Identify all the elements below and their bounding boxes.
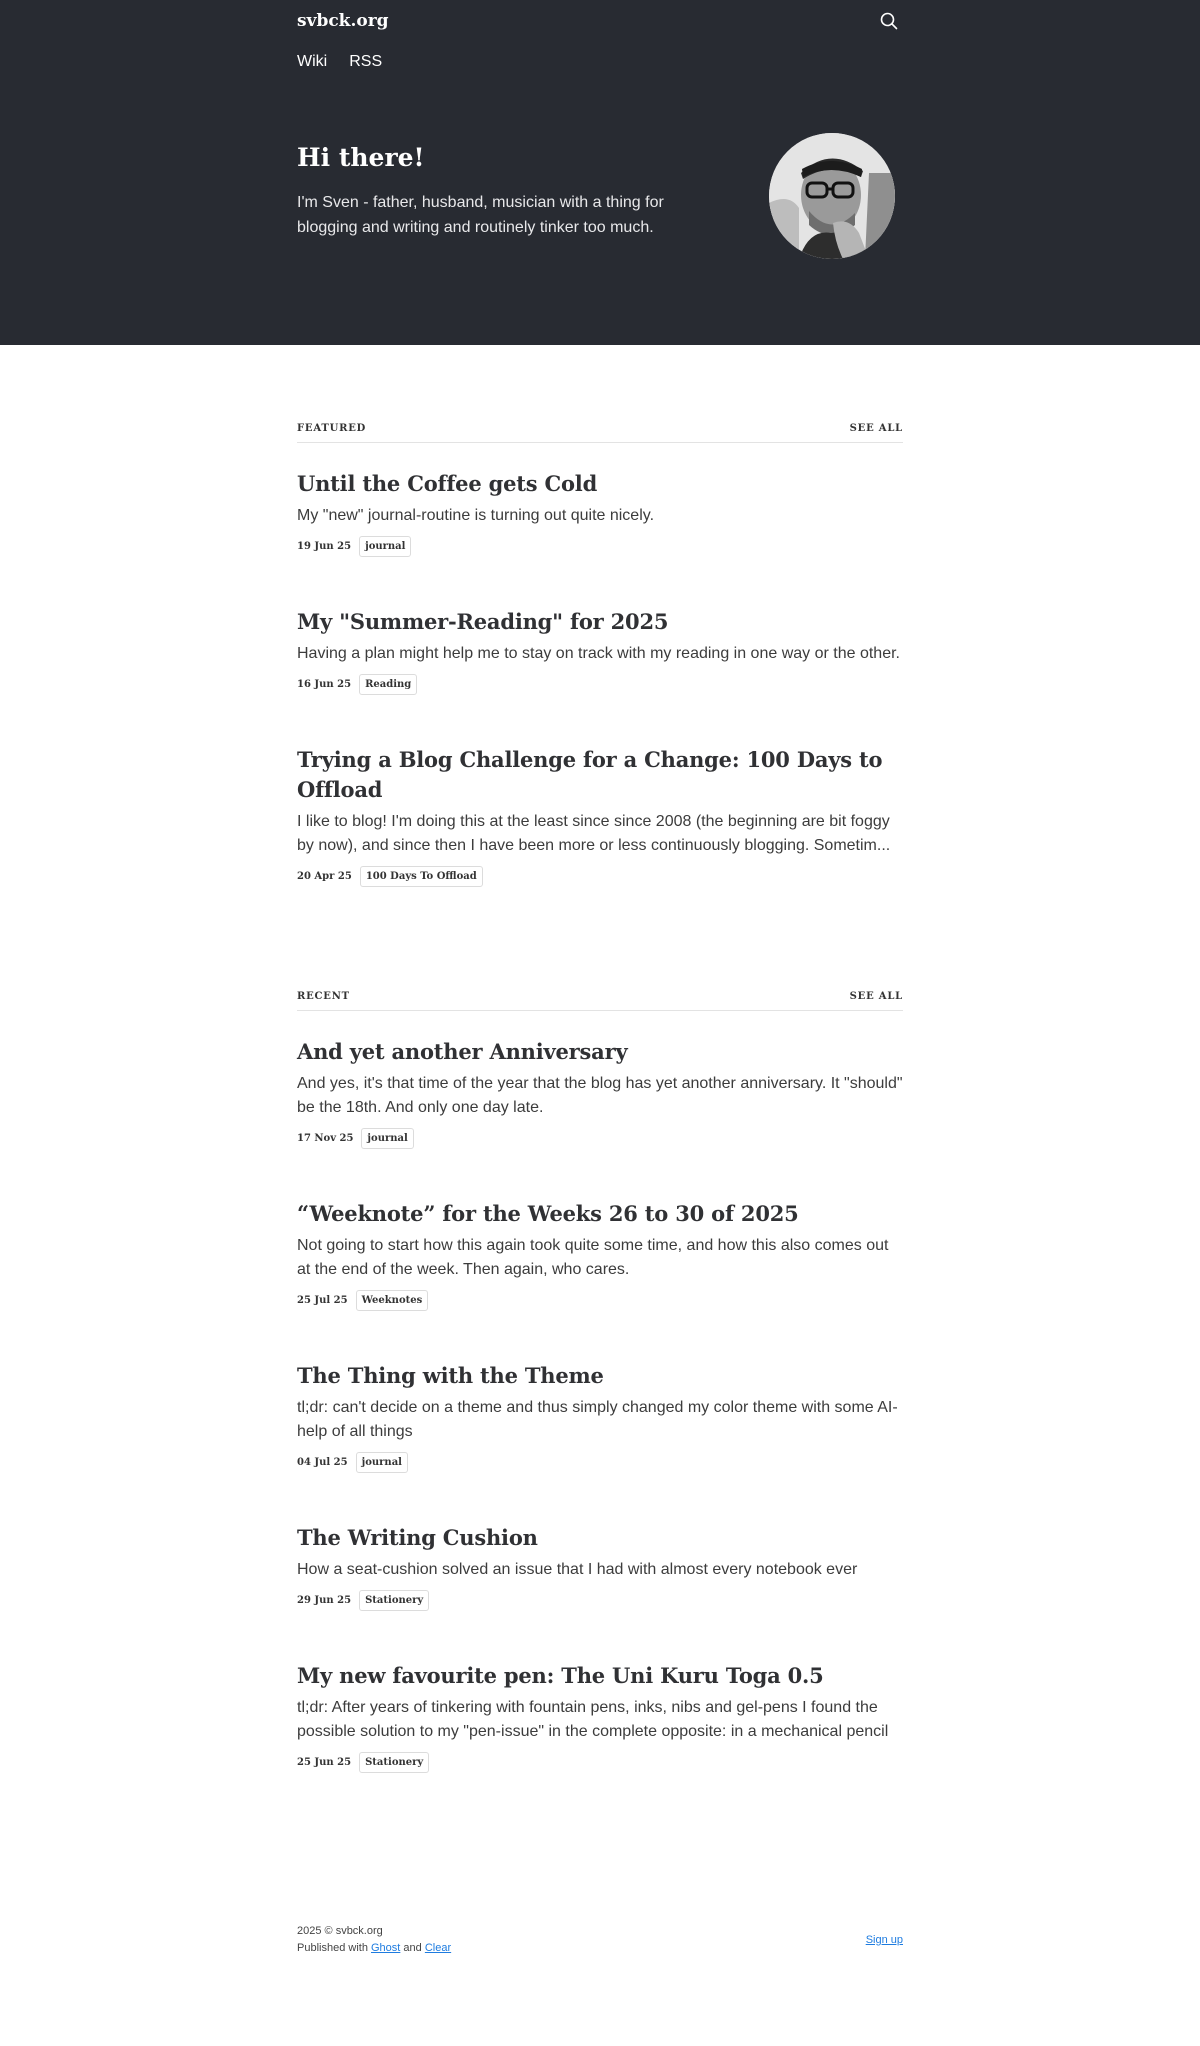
post-meta [297, 1590, 903, 1611]
post-meta [297, 536, 903, 557]
post-date: 17 Nov 25 [297, 1133, 354, 1144]
post-excerpt: I like to blog! I'm doing this at the least since since 2008 (the beginning are bit foggy by now), and since then I have been more or less continuously blogging. Sometim... [297, 813, 891, 854]
post-tag[interactable]: journal [356, 1452, 408, 1473]
post-meta [297, 1290, 903, 1311]
clear-theme-link[interactable]: Clear [424, 1942, 452, 1954]
signup-link[interactable]: Sign up [865, 1934, 903, 1946]
post-date: 19 Jun 25 [297, 541, 352, 552]
post-excerpt: How a seat-cushion solved an issue that I had with almost every notebook ever [297, 1561, 858, 1578]
post-excerpt: tl;dr: After years of tinkering with fountain pens, inks, nibs and gel-pens I found the possible solution to my "pen-issue" in the complete opposite: in a mechanical pencil [297, 1699, 889, 1740]
hero-intro [297, 143, 903, 283]
recent-see-all-link[interactable]: SEE ALL [849, 991, 903, 1002]
hero-title: Hi there! [297, 143, 425, 172]
post-date: 29 Jun 25 [297, 1595, 352, 1606]
footer-copyright: 2025 © svbck.org [297, 1925, 383, 1937]
main-nav [297, 53, 903, 71]
featured-see-all-link[interactable]: SEE ALL [849, 423, 903, 434]
post-tag[interactable]: journal [359, 536, 411, 557]
post-meta [297, 1752, 903, 1773]
post-title[interactable]: My new favourite pen: The Uni Kuru Toga 0.5 [297, 1663, 824, 1688]
post-title[interactable]: The Thing with the Theme [297, 1363, 604, 1388]
featured-section [297, 423, 903, 887]
post-date: 16 Jun 25 [297, 679, 352, 690]
post-tag[interactable]: Weeknotes [356, 1290, 429, 1311]
post-title[interactable]: My "Summer-Reading" for 2025 [297, 609, 669, 634]
post-title[interactable]: “Weeknote” for the Weeks 26 to 30 of 2025 [297, 1201, 799, 1226]
post-date: 25 Jun 25 [297, 1757, 352, 1768]
post-excerpt: Having a plan might help me to stay on track with my reading in one way or the other. [297, 645, 900, 662]
post-title[interactable]: Until the Coffee gets Cold [297, 471, 598, 496]
site-header [0, 0, 1200, 345]
post-title[interactable]: And yet another Anniversary [297, 1039, 628, 1064]
featured-label: FEATURED [297, 423, 367, 434]
footer-credits [297, 1940, 451, 1957]
post-tag[interactable]: Stationery [359, 1752, 429, 1773]
post-tag[interactable]: 100 Days To Offload [360, 866, 483, 887]
post-item [297, 1523, 903, 1611]
footer-and: and [403, 1942, 422, 1954]
post-item [297, 1199, 903, 1311]
top-bar [297, 0, 903, 42]
post-item [297, 607, 903, 695]
post-meta [297, 674, 903, 695]
footer-published-prefix: Published with [297, 1942, 368, 1954]
site-brand[interactable]: svbck.org [297, 11, 389, 31]
post-tag[interactable]: journal [361, 1128, 413, 1149]
search-icon [880, 12, 898, 30]
post-excerpt: And yes, it's that time of the year that the blog has yet another anniversary. It "should" be the 18th. And only one day late. [297, 1075, 903, 1116]
post-title[interactable]: The Writing Cushion [297, 1525, 538, 1550]
recent-header [297, 991, 903, 1011]
site-footer [297, 1923, 903, 1957]
post-excerpt: My "new" journal-routine is turning out quite nicely. [297, 507, 655, 524]
post-item [297, 1037, 903, 1149]
hero-text: I'm Sven - father, husband, musician with a thing for blogging and writing and routinely tinker too much. [297, 194, 664, 236]
post-excerpt: Not going to start how this again took quite some time, and how this also comes out at the end of the week. Then again, who cares. [297, 1237, 889, 1278]
post-item [297, 1661, 903, 1773]
footer-info [297, 1923, 451, 1957]
avatar [769, 133, 895, 259]
recent-section [297, 991, 903, 1773]
post-item [297, 1361, 903, 1473]
search-button[interactable] [877, 9, 901, 33]
recent-label: RECENT [297, 991, 350, 1002]
post-item [297, 745, 903, 887]
post-date: 04 Jul 25 [297, 1457, 348, 1468]
nav-item-rss[interactable]: RSS [349, 53, 383, 70]
post-meta [297, 1452, 903, 1473]
post-date: 25 Jul 25 [297, 1295, 348, 1306]
post-meta [297, 1128, 903, 1149]
post-title[interactable]: Trying a Blog Challenge for a Change: 100 Days to Offload [297, 747, 883, 802]
nav-item-wiki[interactable]: Wiki [297, 53, 328, 70]
post-meta [297, 866, 903, 887]
featured-header [297, 423, 903, 443]
post-tag[interactable]: Stationery [359, 1590, 429, 1611]
post-item [297, 469, 903, 557]
ghost-link[interactable]: Ghost [371, 1942, 401, 1954]
post-date: 20 Apr 25 [297, 871, 352, 882]
post-excerpt: tl;dr: can't decide on a theme and thus simply changed my color theme with some AI-help of all things [297, 1399, 898, 1440]
post-tag[interactable]: Reading [359, 674, 417, 695]
